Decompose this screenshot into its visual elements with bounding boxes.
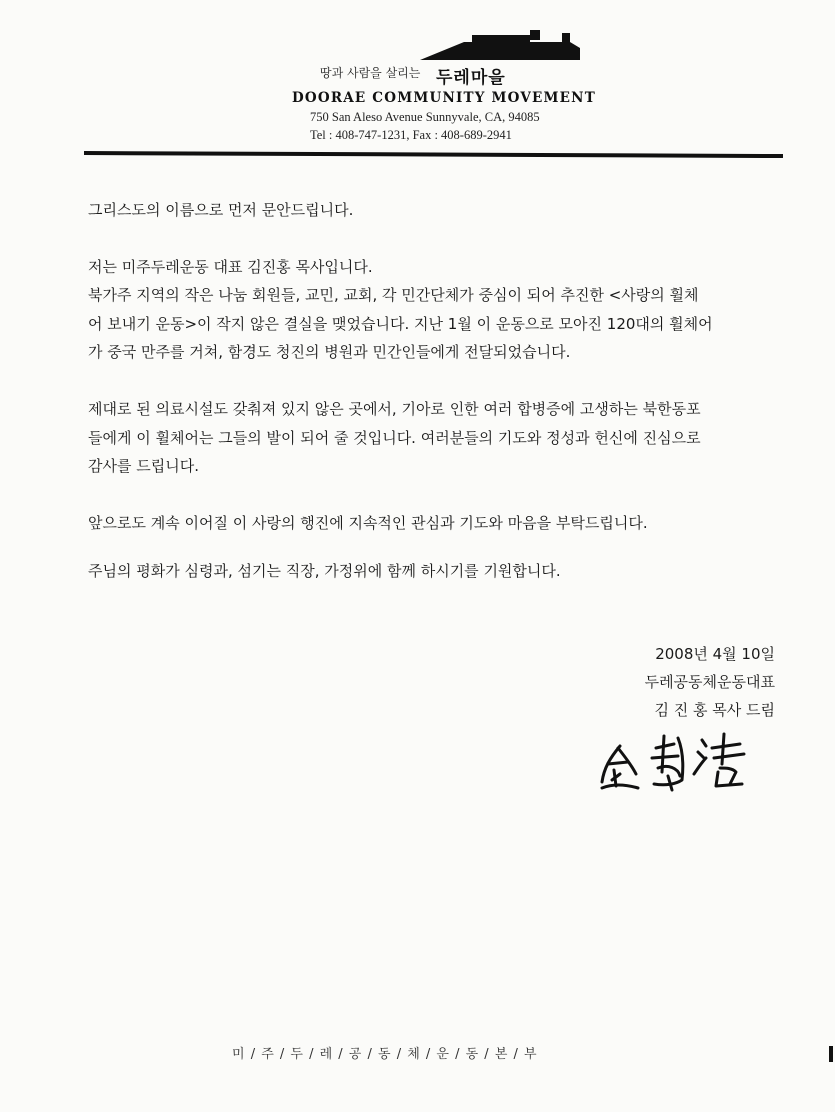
- logo-tagline: 땅과 사람을 살리는: [320, 66, 421, 80]
- body-line: 저는 미주두레운동 대표 김진홍 목사입니다.: [88, 257, 373, 276]
- org-contact: Tel : 408-747-1231, Fax : 408-689-2941: [310, 128, 512, 142]
- signer-title: 두레공동체운동대표: [644, 673, 775, 691]
- org-address: 750 San Aleso Avenue Sunnyvale, CA, 94085: [310, 110, 540, 124]
- body-line: 감사를 드립니다.: [88, 457, 199, 476]
- header-divider: [84, 151, 783, 158]
- body-line: 주님의 평화가 심령과, 섬기는 직장, 가정위에 함께 하시기를 기원합니다.: [88, 562, 561, 581]
- signer-name: 김 진 홍 목사 드림: [654, 701, 775, 719]
- footer-org-name: 미 / 주 / 두 / 레 / 공 / 동 / 체 / 운 / 동 / 본 / 부: [232, 1047, 538, 1062]
- closing-block: [645, 640, 775, 724]
- letter-body: [88, 196, 788, 586]
- greeting: 그리스도의 이름으로 먼저 문안드립니다.: [88, 201, 354, 219]
- letterhead-logo: [320, 30, 580, 86]
- handwritten-signature: [598, 728, 758, 802]
- letter-date: 2008년 4월 10일: [655, 645, 775, 663]
- body-line: 북가주 지역의 작은 나눔 회원들, 교민, 교회, 각 민간단체가 중심이 되어 추진한 <사랑의 휠체: [88, 286, 699, 305]
- org-name: DOORAE COMMUNITY MOVEMENT: [292, 90, 596, 106]
- body-line: 어 보내기 운동>이 작지 않은 결실을 맺었습니다. 지난 1월 이 운동으로 모아진 120대의 휠체어: [88, 314, 713, 333]
- logo-name: 두레마을: [436, 68, 506, 88]
- body-line: 제대로 된 의료시설도 갖춰져 있지 않은 곳에서, 기아로 인한 여러 합병증에 고생하는 북한동포: [88, 399, 701, 418]
- page-edge-mark: [829, 1046, 833, 1062]
- body-line: 앞으로도 계속 이어질 이 사랑의 행진에 지속적인 관심과 기도와 마음을 부탁드립니다.: [88, 513, 648, 532]
- body-line: 가 중국 만주를 거쳐, 함경도 청진의 병원과 민간인들에게 전달되었습니다.: [88, 343, 571, 362]
- body-line: 들에게 이 휠체어는 그들의 발이 되어 줄 것입니다. 여러분들의 기도와 정성과 헌신에 진심으로: [88, 428, 701, 447]
